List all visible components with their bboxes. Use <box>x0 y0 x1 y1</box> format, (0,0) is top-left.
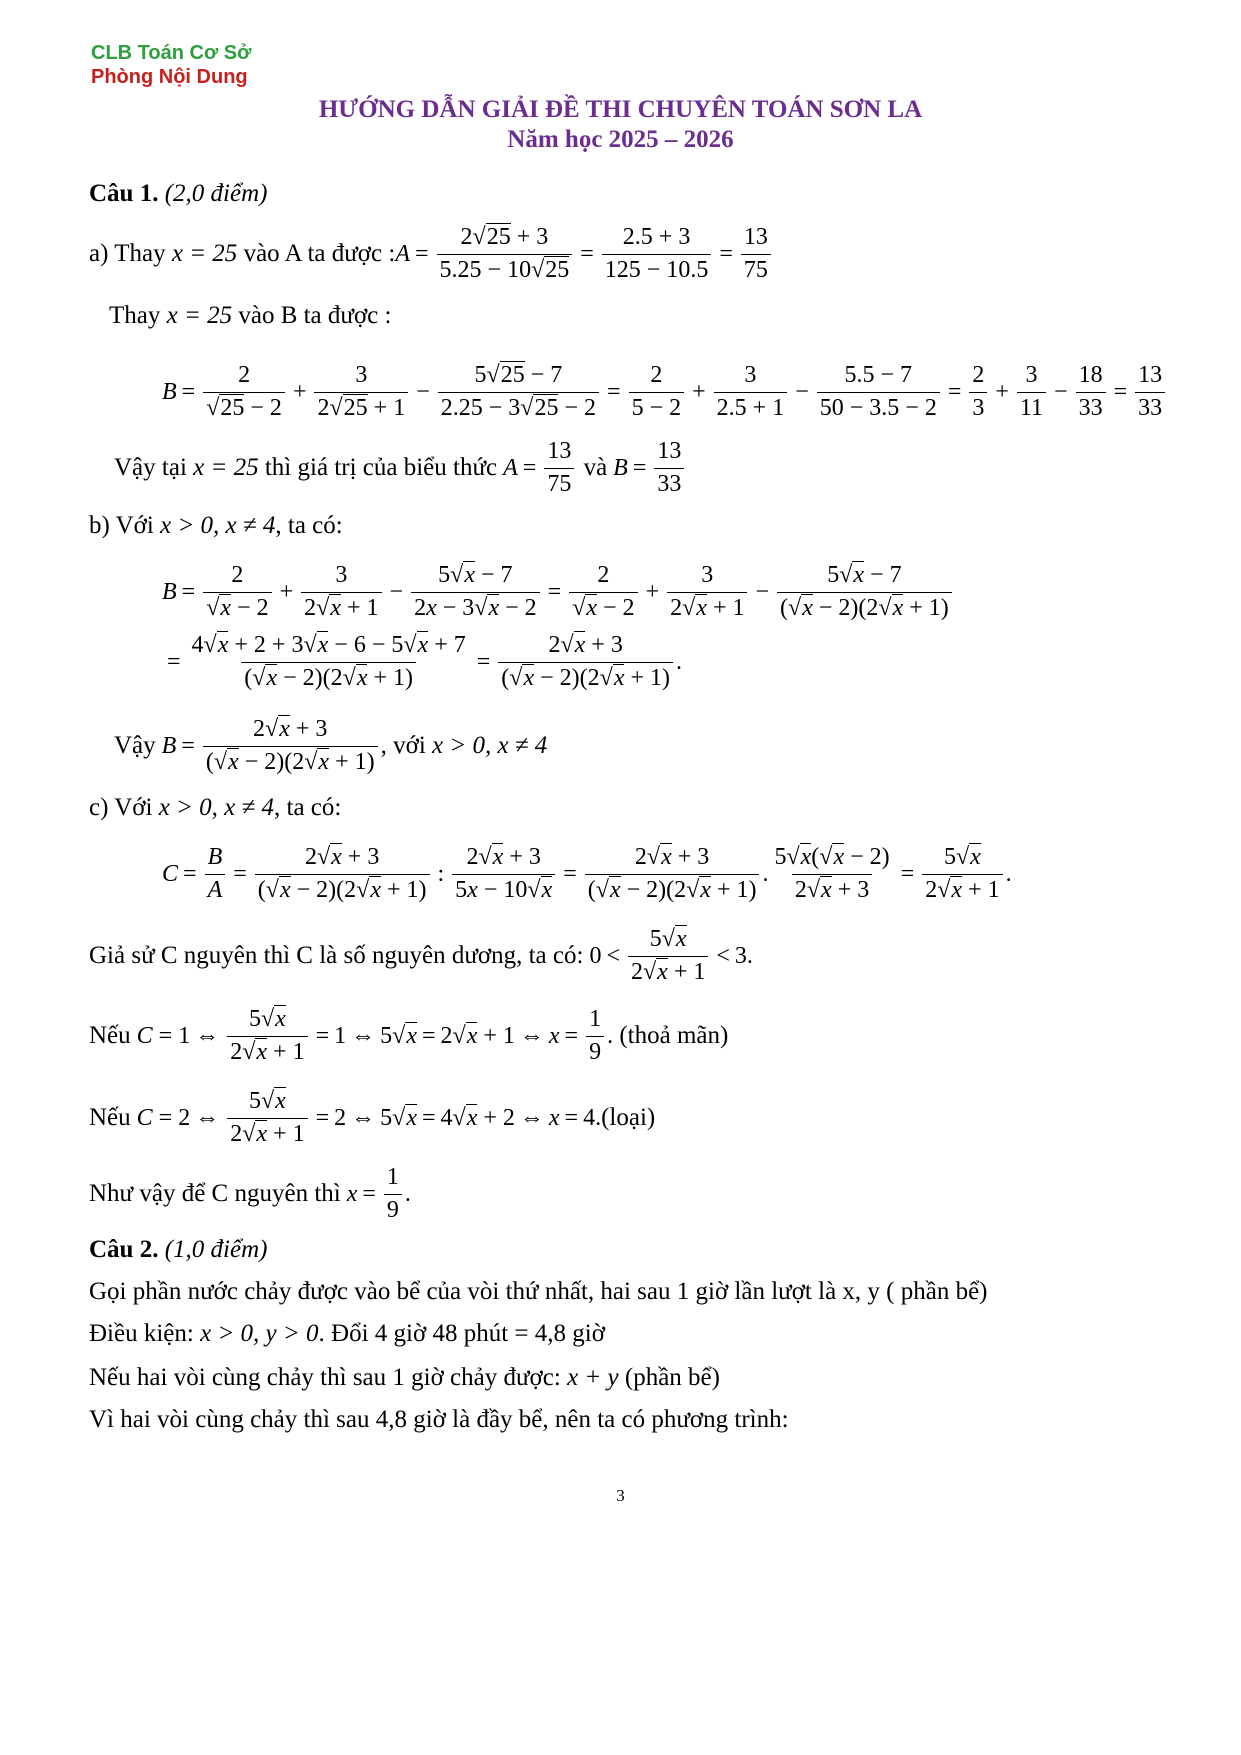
B-simplify-line2: = $\frac{4√ x + 2 + 3√ x - 6 - 5√ x + 7}{(√ x - 2)(2√ x + 1)}$ = $\frac{2√ x + 3}{(√ x - 2)(2√ x + 1)}$ . <box>162 632 682 692</box>
text: Vậy <box>114 732 156 760</box>
text: Điều kiện: <box>89 1320 194 1347</box>
part-a-B-intro <box>109 302 391 330</box>
part-c-case-1: Nếu C = 1 ⇔ $\frac{5√ x}{2√ x + 1}$ = 1 ⇔ 5 √ x = 2 √ x + 1 ⇔ x = $\frac{1}{9}$ . (thoả mãn) <box>89 1006 728 1066</box>
part-c-intro <box>89 794 341 822</box>
part-a-label: a) Thay <box>89 240 166 268</box>
A-computation: A = $\frac{2√ 25 + 3}{5.25 - 10√ 25}$ = $\frac{2.5 + 3}{125 - 10.5}$ = $\frac{13}{75}$ <box>395 224 774 284</box>
part-b-intro <box>89 512 343 540</box>
department-name: Phòng Nội Dung <box>91 66 248 88</box>
school-year: Năm học 2025 – 2026 <box>507 126 734 153</box>
q2-points: (1,0 điểm) <box>164 1236 268 1263</box>
part-b-label: b) Với <box>89 512 154 539</box>
q1-points: (2,0 điểm) <box>164 180 268 207</box>
text: Giả sử C nguyên thì C là số nguyên dương, ta có: <box>89 942 584 970</box>
text: vào B ta được : <box>238 302 392 329</box>
B-simplify-line1: B = 2 √ x − 2 + $\frac{3}{2√ x + 1}$ − $\frac{5√ x - 7}{2x - 3√ x - 2}$ = 2 √ x − 2 + $\frac{3}{2√ x + 1}$ − $\frac{5√ x - 7}{(√ x - 2)(2√ x + 1)}$ <box>162 562 955 622</box>
text: . Đổi 4 giờ 48 phút = 4,8 giờ <box>318 1320 605 1347</box>
text: , với <box>380 732 426 760</box>
condition: x > 0, y > 0 <box>200 1320 319 1347</box>
q2-line-4: Vì hai vòi cùng chảy thì sau 4,8 giờ là đầy bể, nên ta có phương trình: <box>89 1406 789 1433</box>
text: Như vậy để C nguyên thì <box>89 1180 341 1208</box>
text: Thay <box>109 302 161 329</box>
text: , ta có: <box>274 794 342 821</box>
text: , ta có: <box>275 512 343 539</box>
x-value: x = 25 <box>193 454 259 482</box>
part-c-conclusion: Như vậy để C nguyên thì x = $\frac{1}{9}$ . <box>89 1164 411 1223</box>
page-title: HƯỚNG DẪN GIẢI ĐỀ THI CHUYÊN TOÁN SƠN LA <box>318 96 923 123</box>
q1-label: Câu 1. <box>89 180 159 207</box>
condition: x > 0, x ≠ 4 <box>432 732 548 760</box>
text: Nếu <box>89 1022 131 1050</box>
x-value: x = 25 <box>166 302 233 329</box>
B-computation: B = 2 √ 25 − 2 + $\frac{3}{2√ 25 + 1}$ − $\frac{5√ 25 - 7}{2.25 - 3√ 25 - 2}$ = $\frac{2}{5 - 2}$ + $\frac{3}{2.5 + 1}$ − $\frac{5.5 - 7}{50 - 3.5 - 2}$ = $\frac{2}{3}$ + $\frac{3}{11}$ − $\frac{18}{33}$ = $\frac{13}{33}$ <box>162 362 1168 422</box>
text: và <box>583 454 608 482</box>
condition: x > 0, x ≠ 4 <box>158 794 274 821</box>
text: (thoả mãn) <box>619 1022 729 1050</box>
q2-line-2 <box>89 1320 605 1348</box>
part-c-suppose: Giả sử C nguyên thì C là số nguyên dương, ta có: 0 < $\frac{5√ x}{2√ x + 1}$ < 3. <box>89 926 753 986</box>
question-1-heading <box>89 180 267 208</box>
page-number: 3 <box>616 1486 625 1505</box>
part-a-text: vào A ta được : <box>243 240 396 268</box>
text: Vậy tại <box>114 454 187 482</box>
q2-line-3 <box>89 1364 720 1392</box>
part-c-label: c) Với <box>89 794 153 821</box>
q2-line-1: Gọi phần nước chảy được vào bể của vòi thứ nhất, hai sau 1 giờ lần lượt là x, y ( phần bể) <box>89 1278 988 1305</box>
part-b-conclusion: Vậy B = $\frac{2√ x + 3}{(√ x - 2)(2√ x + 1)}$ , với x > 0, x ≠ 4 <box>114 716 547 776</box>
part-a-A-line <box>89 224 774 284</box>
text: (loại) <box>601 1104 656 1132</box>
text: Nếu hai vòi cùng chảy thì sau 1 giờ chảy được: <box>89 1364 561 1391</box>
x-value: x = 25 <box>171 240 238 268</box>
expression: x + y <box>567 1364 619 1391</box>
condition: x > 0, x ≠ 4 <box>160 512 276 539</box>
text: Nếu <box>89 1104 131 1132</box>
club-name: CLB Toán Cơ Sở <box>91 42 252 64</box>
C-computation: C = $\frac{B}{A}$ = $\frac{2√ x + 3}{(√ x - 2)(2√ x + 1)}$ : $\frac{2√ x + 3}{5x - 10√ x}$ = $\frac{2√ x + 3}{(√ x - 2)(2√ x + 1)}$ . $\frac{5√ x(√ x - 2)}{2√ x + 3}$ = $\frac{5√ x}{2√ x + 1}$ . <box>162 844 1012 904</box>
part-c-case-2: Nếu C = 2 ⇔ $\frac{5√ x}{2√ x + 1}$ = 2 ⇔ 5 √ x = 4 √ x + 2 ⇔ x = 4. (loại) <box>89 1088 655 1148</box>
part-a-conclusion: Vậy tại x = 25 thì giá trị của biểu thức A = $\frac{13}{75}$ và B = $\frac{13}{33}$ <box>114 438 687 498</box>
text: (phần bể) <box>624 1364 720 1391</box>
q2-label: Câu 2. <box>89 1236 159 1263</box>
text: thì giá trị của biểu thức <box>264 454 498 482</box>
question-2-heading <box>89 1236 267 1264</box>
